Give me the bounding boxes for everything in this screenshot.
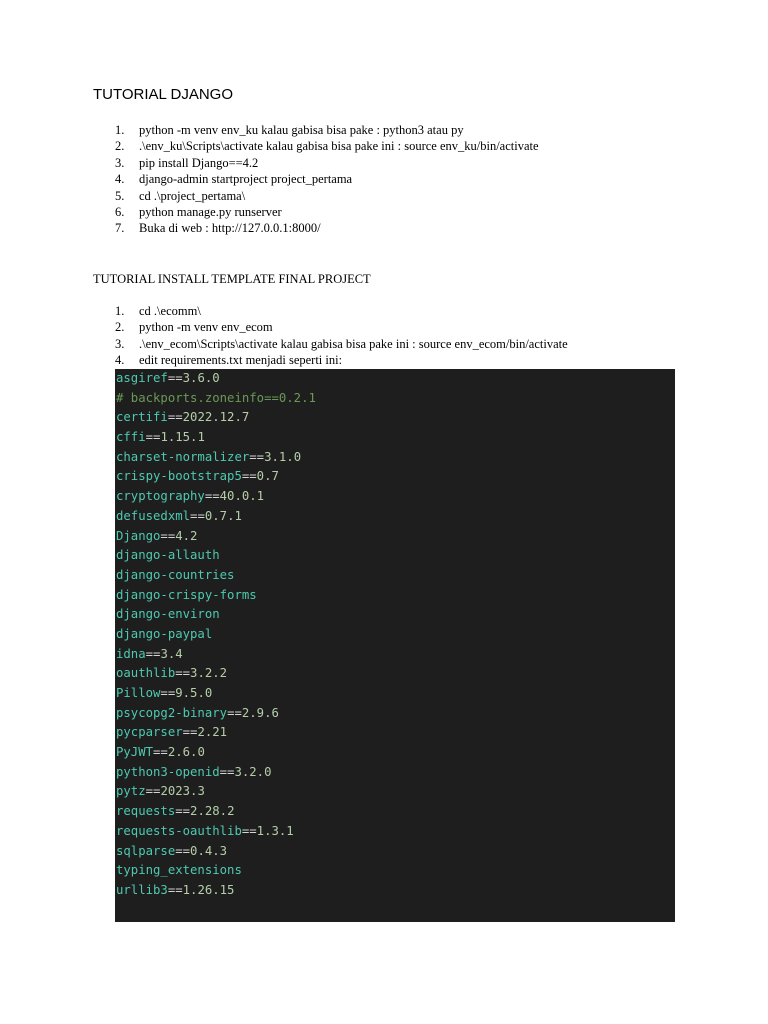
code-line	[115, 389, 675, 409]
section-title: TUTORIAL INSTALL TEMPLATE FINAL PROJECT	[93, 272, 371, 286]
code-line	[115, 802, 675, 822]
package-name: urllib3	[116, 882, 168, 897]
version-operator: ==	[145, 646, 161, 661]
package-version: 3.2.2	[190, 666, 228, 681]
list-item-text: .\env_ecom\Scripts\activate kalau gabisa bisa pake ini : source env_ecom/bin/activate	[139, 336, 568, 351]
package-version: 1.15.1	[160, 430, 205, 445]
code-line	[115, 743, 675, 763]
version-operator: ==	[175, 804, 191, 819]
package-name: psycopg2-binary	[116, 705, 228, 720]
list-item-number: 4.	[115, 172, 125, 187]
list-item-number: 3.	[115, 336, 125, 351]
code-line	[115, 408, 675, 428]
code-line	[115, 861, 675, 881]
version-operator: ==	[219, 764, 235, 779]
code-line	[115, 763, 675, 783]
version-operator: ==	[190, 508, 205, 523]
list-item-number: 1.	[115, 123, 125, 137]
package-name: Pillow	[116, 686, 161, 700]
code-line	[115, 625, 675, 645]
version-operator: ==	[175, 666, 191, 681]
version-operator: ==	[241, 823, 257, 838]
package-version: 2.21	[197, 725, 228, 740]
package-name: pycparser	[116, 725, 183, 740]
code-line	[115, 527, 675, 547]
package-name: django-environ	[116, 607, 220, 622]
list-item-text: Buka di web : http://127.0.0.1:8000/	[139, 221, 321, 236]
version-operator: ==	[167, 410, 183, 425]
package-version: 9.5.0	[175, 686, 213, 700]
code-line	[115, 782, 675, 802]
package-version: 0.7.1	[204, 508, 242, 523]
code-line	[115, 448, 675, 468]
version-operator: ==	[204, 489, 220, 504]
version-operator: ==	[167, 882, 183, 897]
code-line	[115, 684, 675, 704]
package-version: 4.2	[175, 528, 198, 543]
code-line	[115, 546, 675, 566]
code-line	[115, 881, 675, 901]
code-line	[115, 467, 675, 487]
package-name: sqlparse	[116, 843, 176, 858]
package-name: django-paypal	[116, 626, 213, 641]
code-line	[115, 369, 675, 389]
package-name: requests-oauthlib	[116, 823, 242, 838]
package-name: cryptography	[116, 489, 205, 504]
list-item-number: 3.	[115, 155, 125, 170]
package-name: idna	[116, 646, 146, 661]
package-version: 2022.12.7	[182, 410, 250, 425]
version-operator: ==	[227, 705, 242, 720]
code-line	[115, 842, 675, 862]
code-line	[115, 704, 675, 724]
code-comment: # backports.zoneinfo==0.2.1	[116, 390, 316, 405]
code-line	[115, 605, 675, 625]
package-name: charset-normalizer	[116, 449, 250, 464]
list-item-text: python -m venv env_ecom	[139, 320, 273, 335]
package-name: oauthlib	[116, 666, 176, 681]
package-name: pytz	[116, 784, 146, 799]
package-version: 1.3.1	[256, 823, 294, 838]
code-line	[115, 723, 675, 743]
version-operator: ==	[160, 686, 176, 700]
package-version: 2.6.0	[167, 745, 205, 760]
version-operator: ==	[241, 469, 257, 484]
package-version: 0.4.3	[190, 843, 228, 858]
package-name: crispy-bootstrap5	[116, 469, 242, 484]
version-operator: ==	[249, 449, 265, 464]
list-item-number: 1.	[115, 304, 125, 318]
package-version: 3.4	[160, 646, 183, 661]
code-line	[115, 507, 675, 527]
list-item-text: python -m venv env_ku kalau gabisa bisa pake : python3 atau py	[139, 123, 464, 137]
list-item-text: cd .\ecomm\	[139, 304, 201, 318]
version-operator: ==	[160, 528, 176, 543]
package-name: defusedxml	[116, 508, 191, 523]
code-line	[115, 566, 675, 586]
version-operator: ==	[145, 784, 161, 799]
code-line	[115, 487, 675, 507]
list-item-text: pip install Django==4.2	[139, 155, 259, 170]
package-version: 40.0.1	[219, 489, 265, 504]
list-item-text: python manage.py runserver	[139, 204, 282, 219]
code-line	[115, 664, 675, 684]
package-version: 3.2.0	[234, 764, 272, 779]
package-name: django-crispy-forms	[116, 587, 257, 602]
package-version: 0.7	[256, 469, 279, 484]
list-item-number: 5.	[115, 188, 125, 203]
code-line	[115, 645, 675, 665]
list-item-text: .\env_ku\Scripts\activate kalau gabisa bisa pake ini : source env_ku/bin/activate	[139, 139, 539, 154]
package-name: requests	[116, 804, 176, 819]
version-operator: ==	[182, 725, 198, 740]
version-operator: ==	[167, 371, 183, 385]
package-version: 3.1.0	[264, 449, 302, 464]
code-line	[115, 586, 675, 606]
package-name: cffi	[116, 430, 146, 445]
package-version: 2.9.6	[241, 705, 279, 720]
list-item-text: edit requirements.txt menjadi seperti ini:	[139, 353, 343, 368]
package-name: python3-openid	[116, 764, 220, 779]
package-name: django-countries	[116, 567, 235, 582]
requirements-code-block	[115, 369, 675, 922]
list-item-number: 2.	[115, 139, 125, 154]
list-item-text: django-admin startproject project_pertama	[139, 172, 353, 187]
package-version: 3.6.0	[182, 371, 220, 385]
code-line	[115, 822, 675, 842]
package-name: django-allauth	[116, 548, 220, 563]
code-line	[115, 428, 675, 448]
list-item-number: 6.	[115, 204, 125, 219]
package-name: typing_extensions	[116, 863, 242, 878]
package-version: 1.26.15	[182, 882, 235, 897]
version-operator: ==	[175, 843, 191, 858]
page-title: TUTORIAL DJANGO	[93, 86, 234, 103]
package-name: PyJWT	[116, 745, 154, 760]
package-name: asgiref	[116, 371, 168, 385]
list-item-number: 2.	[115, 320, 125, 335]
package-version: 2.28.2	[190, 804, 235, 819]
package-version: 2023.3	[160, 784, 205, 799]
list-item-number: 7.	[115, 221, 125, 236]
list-item-number: 4.	[115, 353, 125, 368]
version-operator: ==	[153, 745, 168, 760]
package-name: certifi	[116, 410, 168, 425]
list-item-text: cd .\project_pertama\	[139, 188, 246, 203]
package-name: Django	[116, 528, 161, 543]
version-operator: ==	[145, 430, 161, 445]
